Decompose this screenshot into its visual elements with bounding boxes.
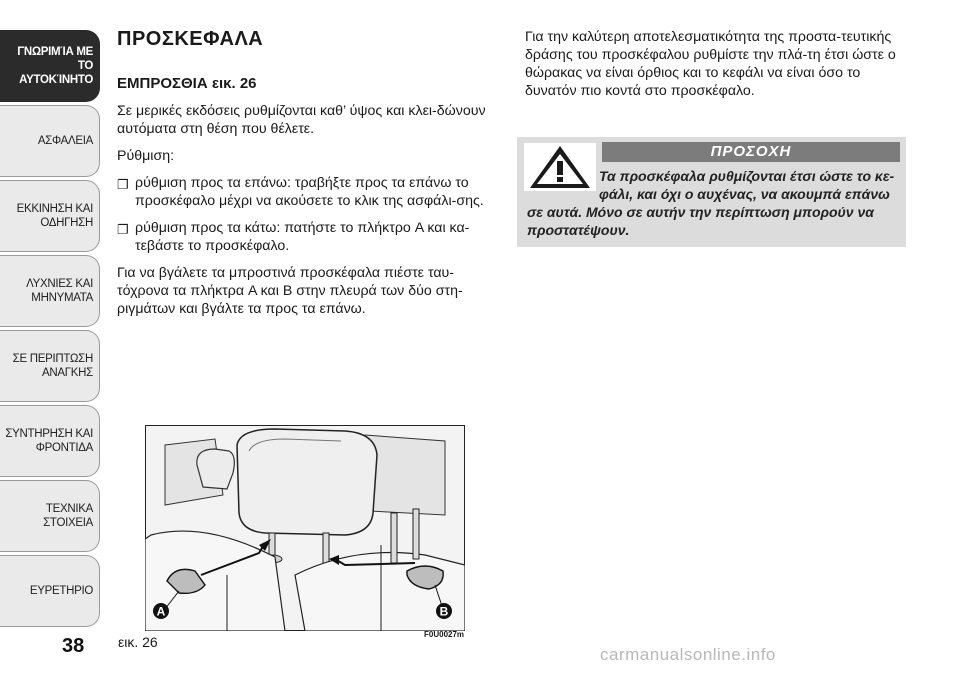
warning-box <box>517 137 906 247</box>
figure-caption: εικ. 26 <box>118 634 158 650</box>
warning-line: προστατέψουν. <box>527 222 630 238</box>
checkbox-bullet-icon: ❐ <box>117 222 129 237</box>
effectiveness-paragraph: Για την καλύτερη αποτελεσματικότητα της προστα-τευτικής δράσης του προσκέφαλου ρυθμίστε την πλά-τη έτσι ώστε ο θώρακας να είναι όρθιος και το κεφάλι να είναι όσο το δυνατόν πιο κοντά στο προσκέφαλο. <box>525 29 896 99</box>
headrest-illustration <box>145 425 465 631</box>
tab-maintenance[interactable]: ΣΥΝΤΗΡΗΣΗ ΚΑΙ ΦΡΟΝΤΙΔΑ <box>0 405 100 477</box>
label-a: A <box>156 604 166 619</box>
tab-getting-to-know-car[interactable]: ΓΝΩΡΙΜΊΑ ΜΕ ΤΟ ΑΥΤΟΚΊΝΗΤΟ <box>0 30 100 102</box>
intro-paragraph: Σε μερικές εκδόσεις ρυθμίζονται καθ’ ύψος και κλει-δώνουν αυτόματα στη θέση που θέλετε. <box>117 103 486 137</box>
page-title: ΠΡΟΣΚΕΦΑΛΑ <box>117 28 264 50</box>
bullet-adjust-up <box>117 174 502 210</box>
tab-starting-driving[interactable]: ΕΚΚΙΝΗΣΗ ΚΑΙ ΟΔΗΓΗΣΗ <box>0 180 100 252</box>
tab-safety[interactable]: ΑΣΦΑΛΕΙΑ <box>0 105 100 177</box>
warning-text <box>527 167 899 239</box>
checkbox-bullet-icon: ❐ <box>117 177 129 192</box>
warning-line: σε αυτά. Μόνο σε αυτήν την περίπτωση μπορούν να <box>527 204 874 220</box>
removal-paragraph: Για να βγάλετε τα μπροστινά προσκέφαλα πιέστε ταυ-τόχρονα τα πλήκτρα A και B στην πλευρά των δύο στη-ριγμάτων και βγάλτε τα προς τα επάνω. <box>117 265 463 317</box>
page-number: 38 <box>62 635 85 657</box>
warning-header: ΠΡΟΣΟΧΗ <box>602 142 900 162</box>
headrest-figure <box>145 425 465 631</box>
tab-warning-lights[interactable]: ΛΥΧΝΙΕΣ ΚΑΙ ΜΗΝΥΜΑΤΑ <box>0 255 100 327</box>
bullet-text: ρύθμιση προς τα κάτω: πατήστε το πλήκτρο A και κα-τεβάστε το προσκέφαλο. <box>135 220 470 254</box>
right-column <box>525 28 907 109</box>
adjustment-label: Ρύθμιση: <box>117 148 175 164</box>
tab-technical-data[interactable]: ΤΕΧΝΙΚΑ ΣΤΟΙΧΕΙΑ <box>0 480 100 552</box>
tab-emergency[interactable]: ΣΕ ΠΕΡΙΠΤΩΣΗ ΑΝΑΓΚΗΣ <box>0 330 100 402</box>
tab-index[interactable]: ΕΥΡΕΤΗΡΙΟ <box>0 555 100 627</box>
watermark: carmanualsonline.info <box>600 645 776 664</box>
left-column <box>117 28 502 327</box>
section-subtitle: ΕΜΠΡΟΣΘΙΑ εικ. 26 <box>117 75 257 92</box>
bullet-adjust-down <box>117 219 502 255</box>
label-b: B <box>439 604 449 619</box>
warning-line: φάλι, και όχι ο αυχένας, να ακουμπά επάνω <box>599 186 890 202</box>
bullet-text: ρύθμιση προς τα επάνω: τραβήξτε προς τα επάνω το προσκέφαλο μέχρι να ακούσετε το κλικ της ασφάλι-σης. <box>135 175 484 209</box>
figure-code: F0U0027m <box>424 630 465 639</box>
warning-line: Τα προσκέφαλα ρυθμίζονται έτσι ώστε το κε- <box>599 168 895 184</box>
